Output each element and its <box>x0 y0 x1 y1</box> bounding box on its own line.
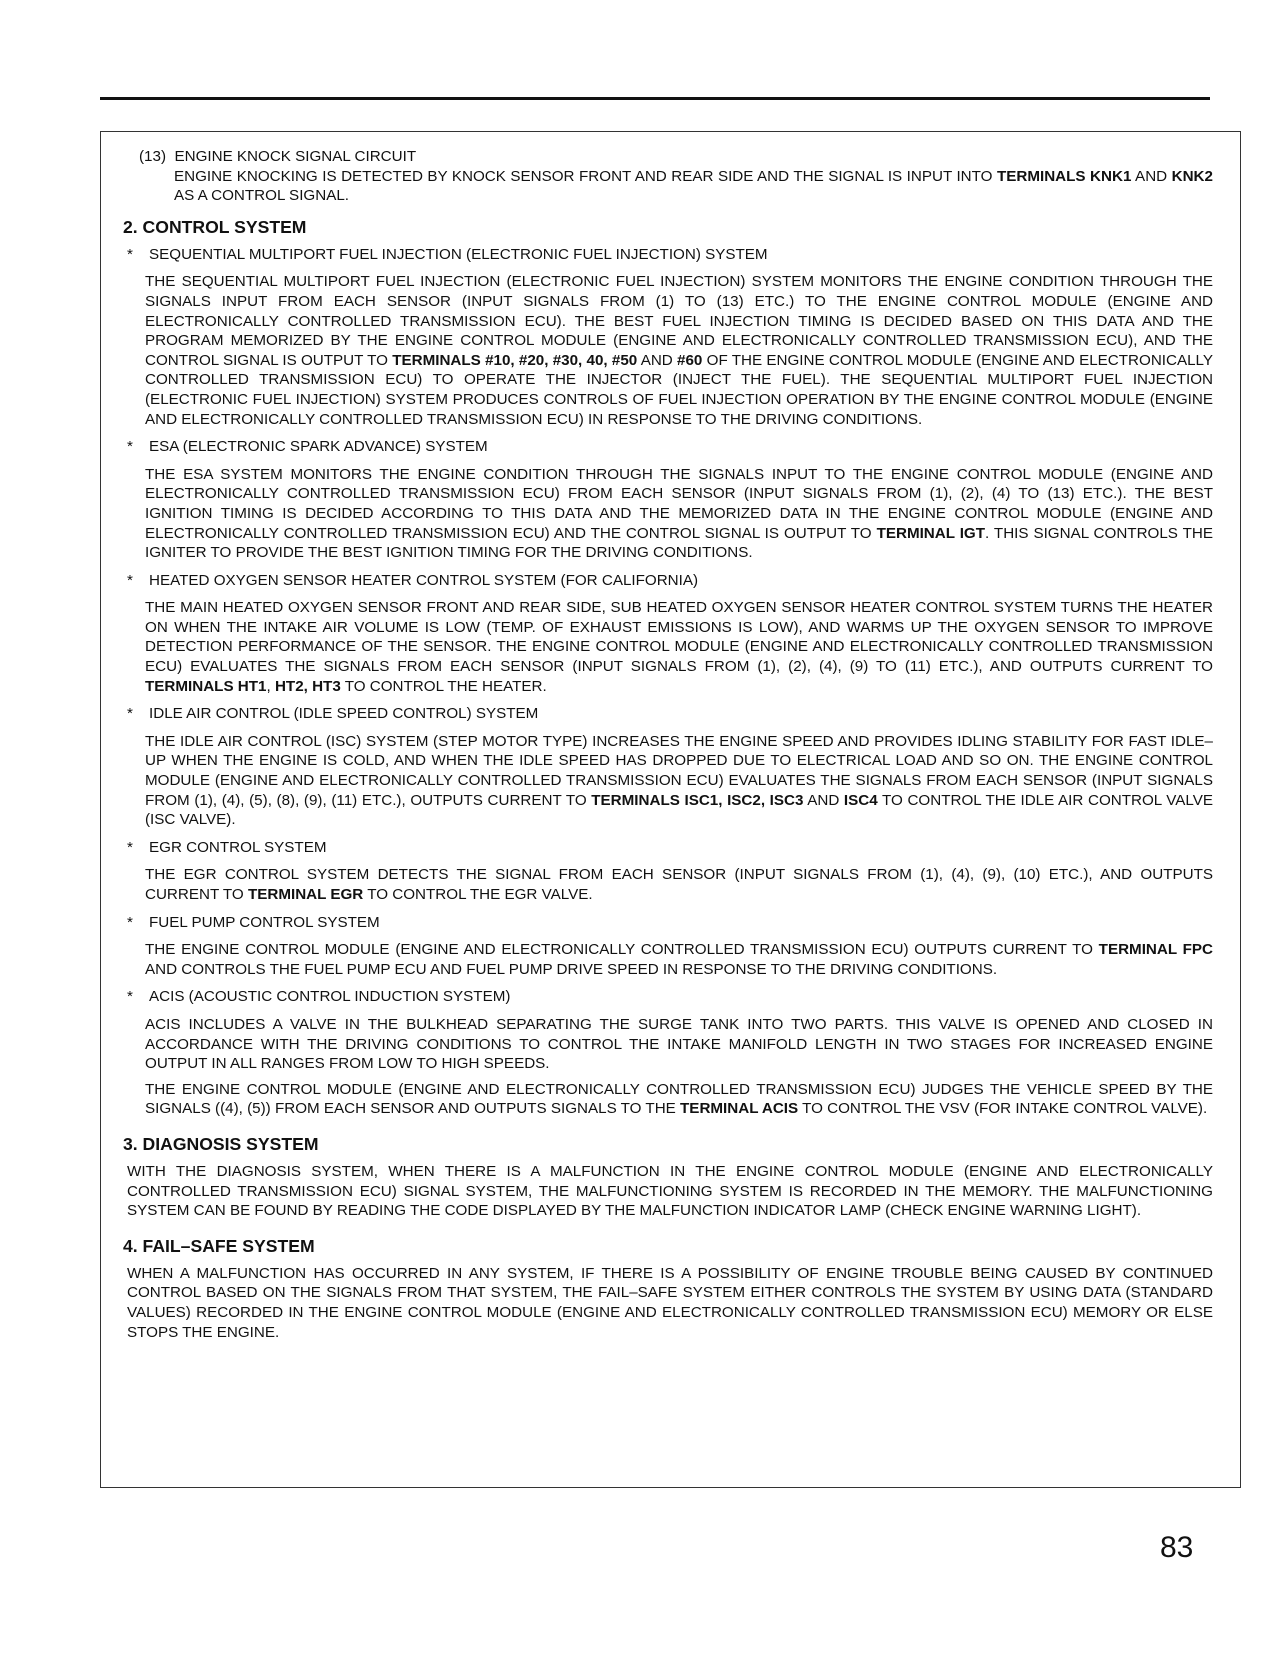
bullet-star: * <box>127 913 133 931</box>
subsystem-title: FUEL PUMP CONTROL SYSTEM <box>149 913 380 931</box>
bullet-star: * <box>127 705 133 723</box>
item-13-title: ENGINE KNOCK SIGNAL CIRCUIT <box>174 148 417 165</box>
section-heading-control-system: 2. CONTROL SYSTEM <box>123 216 307 237</box>
subsystem-text: THE ENGINE CONTROL MODULE (ENGINE AND ELECTRONICALLY CONTROLLED TRANSMISSION ECU) OUTPUTS CURRENT TO TERMINAL FPC AND CONTROLS THE FUEL PUMP ECU AND FUEL PUMP DRIVE SPEED IN RESPONSE TO THE DRIVING CONDITIONS. <box>145 941 1213 978</box>
item-13 <box>123 147 1213 206</box>
subsystem-ho2s <box>123 571 1213 697</box>
subsystem-title: EGR CONTROL SYSTEM <box>149 838 327 856</box>
subsystem-sfi <box>123 245 1213 429</box>
subsystem-fpc <box>123 913 1213 980</box>
bullet-star: * <box>127 838 133 856</box>
subsystem-text: THE MAIN HEATED OXYGEN SENSOR FRONT AND REAR SIDE, SUB HEATED OXYGEN SENSOR HEATER CONTROL SYSTEM TURNS THE HEATER ON WHEN THE INTAKE AIR VOLUME IS LOW (TEMP. OF EXHAUST EMISSIONS IS LOW), AND WARMS UP THE OXYGEN SENSOR TO IMPROVE DETECTION PERFORMANCE OF THE SENSOR. THE ENGINE CONTROL MODULE (ENGINE AND ELECTRONICALLY CONTROLLED TRANSMISSION ECU) EVALUATES THE SIGNALS FROM EACH SENSOR (INPUT SIGNALS FROM (1), (2), (4), (9) TO (11) ETC.), AND OUTPUTS CURRENT TO TERMINALS HT1, HT2, HT3 TO CONTROL THE HEATER. <box>145 599 1213 695</box>
subsystem-text: THE EGR CONTROL SYSTEM DETECTS THE SIGNAL FROM EACH SENSOR (INPUT SIGNALS FROM (1), (4), (9), (10) ETC.), AND OUTPUTS CURRENT TO TERMINAL EGR TO CONTROL THE EGR VALVE. <box>145 866 1213 903</box>
subsystem-text: ACIS INCLUDES A VALVE IN THE BULKHEAD SEPARATING THE SURGE TANK INTO TWO PARTS. THIS VALVE IS OPENED AND CLOSED IN ACCORDANCE WITH THE DRIVING CONDITIONS TO CONTROL THE INTAKE MANIFOLD LENGTH IN TWO STAGES FOR INCREASED ENGINE OUTPUT IN ALL RANGES FROM LOW TO HIGH SPEEDS. <box>145 1015 1213 1073</box>
subsystem-title: HEATED OXYGEN SENSOR HEATER CONTROL SYSTEM (FOR CALIFORNIA) <box>149 571 699 589</box>
subsystem-esa <box>123 437 1213 563</box>
item-13-text: ENGINE KNOCKING IS DETECTED BY KNOCK SENSOR FRONT AND REAR SIDE AND THE SIGNAL IS INPUT INTO TERMINALS KNK1 AND KNK2 AS A CONTROL SIGNAL. <box>174 167 1213 205</box>
bullet-star: * <box>127 571 133 589</box>
section-heading-fail-safe-system: 4. FAIL–SAFE SYSTEM <box>123 1235 315 1256</box>
bullet-star: * <box>127 438 133 456</box>
subsystem-text: THE ESA SYSTEM MONITORS THE ENGINE CONDITION THROUGH THE SIGNALS INPUT TO THE ENGINE CONTROL MODULE (ENGINE AND ELECTRONICALLY CONTROLLED TRANSMISSION ECU) FROM EACH SENSOR (INPUT SIGNALS FROM (1), (2), (4) TO (13) ETC.). THE BEST IGNITION TIMING IS DECIDED ACCORDING TO THIS DATA AND THE MEMORIZED DATA IN THE ENGINE CONTROL MODULE (ENGINE AND ELECTRONICALLY CONTROLLED TRANSMISSION ECU) AND THE CONTROL SIGNAL IS OUTPUT TO TERMINAL IGT. THIS SIGNAL CONTROLS THE IGNITER TO PROVIDE THE BEST IGNITION TIMING FOR THE DRIVING CONDITIONS. <box>145 465 1213 562</box>
subsystem-title: ESA (ELECTRONIC SPARK ADVANCE) SYSTEM <box>149 438 488 456</box>
header-rule <box>100 97 1210 100</box>
bullet-star: * <box>127 245 133 263</box>
subsystem-text: THE ENGINE CONTROL MODULE (ENGINE AND ELECTRONICALLY CONTROLLED TRANSMISSION ECU) JUDGES THE VEHICLE SPEED BY THE SIGNALS ((4), (5)) FROM EACH SENSOR AND OUTPUTS SIGNALS TO THE TERMINAL ACIS TO CONTROL THE VSV (FOR INTAKE CONTROL VALVE). <box>145 1080 1213 1118</box>
section-heading-diagnosis-system: 3. DIAGNOSIS SYSTEM <box>123 1133 319 1154</box>
content-body <box>123 147 1213 1342</box>
diagnosis-text: WITH THE DIAGNOSIS SYSTEM, WHEN THERE IS A MALFUNCTION IN THE ENGINE CONTROL MODULE (ENGINE AND ELECTRONICALLY CONTROLLED TRANSMISSION ECU) SIGNAL SYSTEM, THE MALFUNCTIONING SYSTEM IS RECORDED IN THE MEMORY. THE MALFUNCTIONING SYSTEM CAN BE FOUND BY READING THE CODE DISPLAYED BY THE MALFUNCTION INDICATOR LAMP (CHECK ENGINE WARNING LIGHT). <box>127 1162 1213 1220</box>
subsystem-text: THE SEQUENTIAL MULTIPORT FUEL INJECTION (ELECTRONIC FUEL INJECTION) SYSTEM MONITORS THE ENGINE CONDITION THROUGH THE SIGNALS INPUT FROM EACH SENSOR (INPUT SIGNALS FROM (1) TO (13) ETC.) TO THE ENGINE CONTROL MODULE (ENGINE AND ELECTRONICALLY CONTROLLED TRANSMISSION ECU). THE BEST FUEL INJECTION TIMING IS DECIDED BASED ON THIS DATA AND THE PROGRAM MEMORIZED BY THE ENGINE CONTROL MODULE (ENGINE AND ELECTRONICALLY CONTROLLED TRANSMISSION ECU), AND THE CONTROL SIGNAL IS OUTPUT TO TERMINALS #10, #20, #30, 40, #50 AND #60 OF THE ENGINE CONTROL MODULE (ENGINE AND ELECTRONICALLY CONTROLLED TRANSMISSION ECU) TO OPERATE THE INJECTOR (INJECT THE FUEL). THE SEQUENTIAL MULTIPORT FUEL INJECTION (ELECTRONIC FUEL INJECTION) SYSTEM PRODUCES CONTROLS OF FUEL INJECTION OPERATION BY THE ENGINE CONTROL MODULE (ENGINE AND ELECTRONICALLY CONTROLLED TRANSMISSION ECU) IN RESPONSE TO THE DRIVING CONDITIONS. <box>145 273 1214 428</box>
subsystem-text: THE IDLE AIR CONTROL (ISC) SYSTEM (STEP MOTOR TYPE) INCREASES THE ENGINE SPEED AND PROVIDES IDLING STABILITY FOR FAST IDLE–UP WHEN THE ENGINE IS COLD, AND WHEN THE IDLE SPEED HAS DROPPED DUE TO ELECTRICAL LOAD AND SO ON. THE ENGINE CONTROL MODULE (ENGINE AND ELECTRONICALLY CONTROLLED TRANSMISSION ECU) EVALUATES THE SIGNALS FROM EACH SENSOR (INPUT SIGNALS FROM (1), (4), (5), (8), (9), (11) ETC.), OUTPUTS CURRENT TO TERMINALS ISC1, ISC2, ISC3 AND ISC4 TO CONTROL THE IDLE AIR CONTROL VALVE (ISC VALVE). <box>145 732 1213 829</box>
subsystem-title: SEQUENTIAL MULTIPORT FUEL INJECTION (ELECTRONIC FUEL INJECTION) SYSTEM <box>149 245 768 263</box>
content-frame <box>100 131 1241 1488</box>
subsystem-title: IDLE AIR CONTROL (IDLE SPEED CONTROL) SYSTEM <box>149 705 539 723</box>
bullet-star: * <box>127 988 133 1006</box>
subsystem-iac <box>123 704 1213 830</box>
subsystem-egr <box>123 838 1213 905</box>
item-13-label: (13) <box>139 148 167 165</box>
subsystem-title: ACIS (ACOUSTIC CONTROL INDUCTION SYSTEM) <box>149 988 511 1006</box>
fail-safe-text: WHEN A MALFUNCTION HAS OCCURRED IN ANY SYSTEM, IF THERE IS A POSSIBILITY OF ENGINE TROUBLE BEING CAUSED BY CONTINUED CONTROL BASED ON THE SIGNALS FROM THAT SYSTEM, THE FAIL–SAFE SYSTEM EITHER CONTROLS THE SYSTEM BY USING DATA (STANDARD VALUES) RECORDED IN THE ENGINE CONTROL MODULE (ENGINE AND ELECTRONICALLY CONTROLLED TRANSMISSION ECU) MEMORY OR ELSE STOPS THE ENGINE. <box>127 1264 1213 1341</box>
page-number: 83 <box>1160 1531 1194 1564</box>
subsystem-acis <box>123 987 1213 1119</box>
